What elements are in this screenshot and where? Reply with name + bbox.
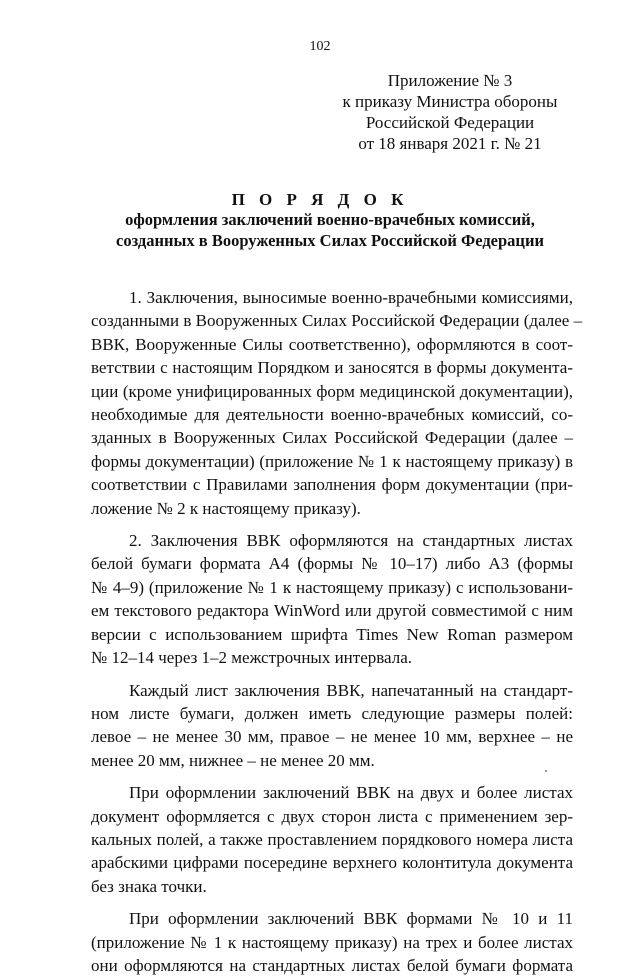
paragraph [91, 286, 583, 520]
paragraph-line: белой бумаги формата А4 (формы № 10–17) либо А3 (формы [91, 554, 573, 574]
paragraph-line: ции (кроме унифицированных форм медицинской документации), [91, 381, 573, 401]
paragraph-line: документ оформляется с двух сторон листа с применением зер- [91, 806, 573, 826]
paragraph [91, 529, 573, 669]
paragraph-line: ложение № 2 к настоящему приказу). [91, 498, 361, 518]
paragraph-line: № 12–14 через 1–2 межстрочных интервала. [91, 648, 413, 668]
subtitle-line-1: оформления заключений военно-врачебных комиссий, [125, 210, 535, 229]
appendix-date: от 18 января 2021 г. № 21 [358, 134, 542, 153]
page-number: 102 [309, 39, 331, 54]
paragraph [91, 781, 573, 898]
paragraph-line: (приложение № 1 к настоящему приказу) на трех и более листах [91, 932, 573, 952]
scan-speck [545, 770, 547, 772]
paragraph-line: левое – не менее 30 мм, правое – не менее 10 мм, верхнее – не [91, 727, 573, 747]
paragraph-line: они оформляются на стандартных листах белой бумаги формата [91, 955, 573, 975]
paragraph-gap [91, 672, 573, 679]
paragraph-line: ем текстового редактора WinWord или другой совместимой с ним [91, 601, 573, 621]
paragraph-line: формы документации) (приложение № 1 к настоящему приказу) в [91, 451, 573, 471]
paragraph-gap [91, 774, 573, 781]
paragraph-line: № 4–9) (приложение № 1 к настоящему приказу) с использовани- [91, 577, 573, 597]
paragraph-line: ветствии с настоящим Порядком и заносятся в формы документа- [91, 358, 573, 378]
paragraph [91, 907, 573, 977]
paragraph-line: менее 20 мм, нижнее – не менее 20 мм. [91, 750, 375, 770]
appendix-country: Российской Федерации [365, 113, 535, 132]
document-title: П О Р Я Д О К [231, 190, 409, 209]
paragraph-line: кальных полей, а также проставлением порядкового номера листа [91, 829, 573, 849]
paragraph-line: созданными в Вооруженных Силах Российской Федерации (далее – [91, 311, 583, 331]
paragraph-line: ном листе бумаги, должен иметь следующие размеры полей: [91, 703, 573, 723]
appendix-number: Приложение № 3 [387, 71, 513, 90]
paragraph-line: При оформлении заключений ВВК формами № 10 и 11 [129, 909, 573, 929]
paragraph [91, 679, 573, 773]
paragraph-gap [91, 522, 573, 529]
paragraph-gap [91, 900, 573, 907]
paragraph-line: ВВК, Вооруженные Силы соответственно), оформляются в соот- [91, 334, 573, 354]
paragraph-line: При оформлении заключений ВВК на двух и более листах [129, 783, 573, 803]
appendix-header [300, 70, 600, 154]
paragraph-line: 1. Заключения, выносимые военно-врачебными комиссиями, [129, 288, 573, 307]
paragraph-line: зданных в Вооруженных Силах Российской Федерации (далее – [91, 428, 573, 448]
appendix-order-ref: к приказу Министра обороны [342, 92, 558, 111]
paragraph-line: соответствии с Правилами заполнения форм документации (при- [91, 475, 573, 495]
document-subtitle [60, 209, 600, 251]
subtitle-line-2: созданных в Вооруженных Силах Российской Федерации [116, 231, 544, 250]
paragraph-line: версии с использованием шрифта Times New Roman размером [91, 624, 573, 644]
paragraph-line: 2. Заключения ВВК оформляются на стандартных листах [129, 531, 573, 551]
paragraph-line: необходимые для деятельности военно-врачебных комиссий, со- [91, 405, 573, 425]
paragraph-line: Каждый лист заключения ВВК, напечатанный на стандарт- [129, 680, 573, 700]
document-body [91, 286, 583, 979]
paragraph-line: без знака точки. [91, 876, 207, 896]
paragraph-line: арабскими цифрами посередине верхнего колонтитула документа [91, 853, 573, 873]
